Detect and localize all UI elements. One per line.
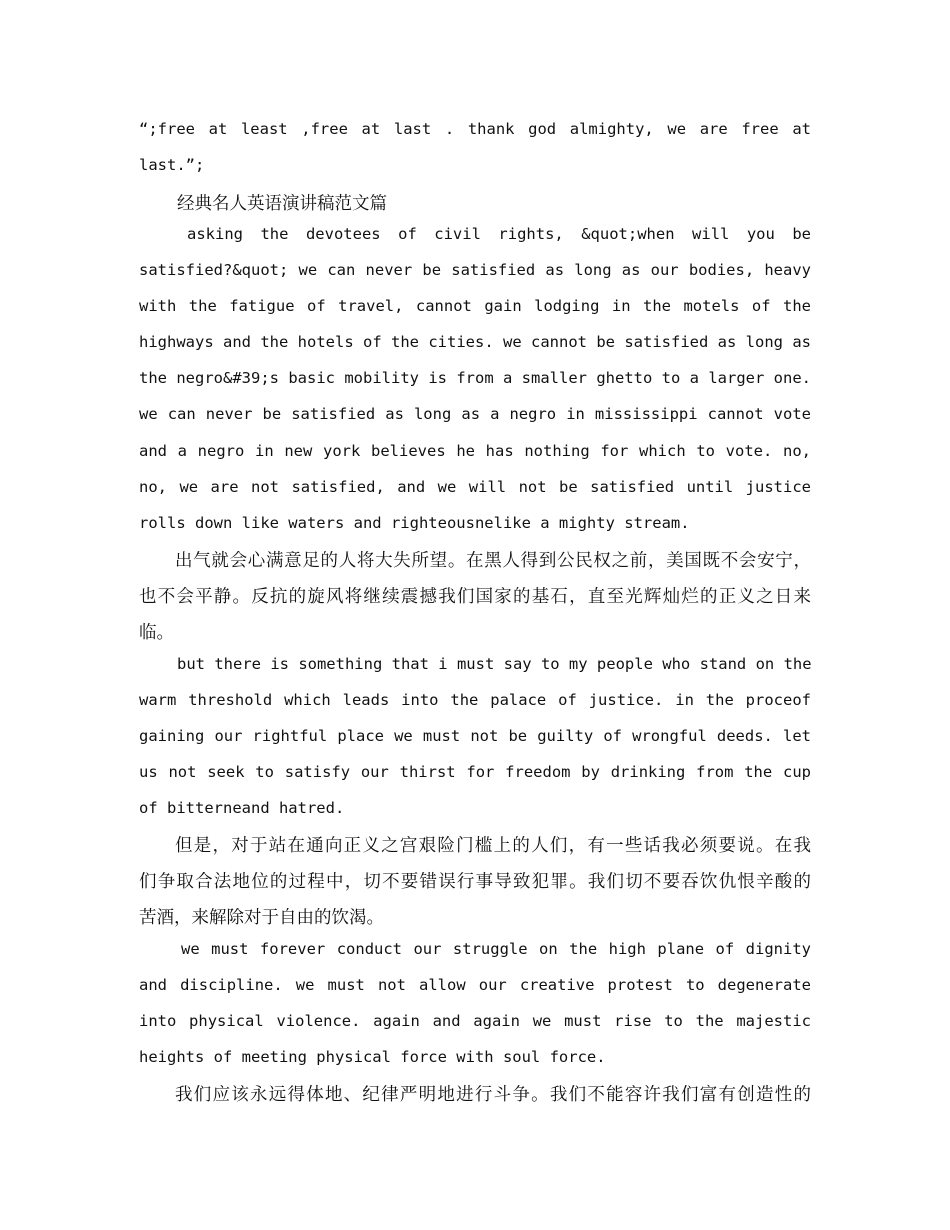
- text-line: we must forever conduct our struggle on the high plane of dignity: [181, 940, 811, 958]
- text-line: last.”;: [139, 156, 205, 174]
- text-line: with the fatigue of travel, cannot gain lodging in the motels of the: [139, 297, 811, 315]
- text-line: and discipline. we must not allow our creative protest to degenerate: [139, 976, 811, 994]
- text-line: the negro&#39;s basic mobility is from a smaller ghetto to a larger one.: [139, 369, 811, 387]
- text-line: 出气就会心满意足的人将大失所望。在黑人得到公民权之前，美国既不会安宁，: [175, 551, 811, 571]
- text-line: of bitterneand hatred.: [139, 799, 345, 817]
- section-heading: 经典名人英语演讲稿范文篇: [177, 194, 387, 214]
- text-line: no, we are not satisfied, and we will not be satisfied until justice: [139, 478, 811, 496]
- text-line: satisfied?&quot; we can never be satisfied as long as our bodies, heavy: [139, 261, 811, 279]
- text-line: 我们应该永远得体地、纪律严明地进行斗争。我们不能容许我们富有创造性的: [175, 1085, 811, 1105]
- text-line: rolls down like waters and righteousnelike a mighty stream.: [139, 514, 690, 532]
- text-line: us not seek to satisfy our thirst for freedom by drinking from the cup: [139, 763, 811, 781]
- text-line: into physical violence. again and again we must rise to the majestic: [139, 1012, 811, 1030]
- text-line: warm threshold which leads into the palace of justice. in the proceof: [139, 691, 811, 709]
- text-line: 们争取合法地位的过程中，切不要错误行事导致犯罪。我们切不要吞饮仇恨辛酸的: [139, 872, 811, 892]
- text-line: heights of meeting physical force with soul force.: [139, 1048, 606, 1066]
- text-line: 苦酒，来解除对于自由的饮渴。: [139, 908, 384, 928]
- text-line: and a negro in new york believes he has nothing for which to vote. no,: [139, 442, 811, 460]
- text-line: highways and the hotels of the cities. we cannot be satisfied as long as: [139, 333, 811, 351]
- text-line: asking the devotees of civil rights, &quot;when will you be: [187, 225, 811, 243]
- text-line: 临。: [139, 623, 174, 643]
- text-line: we can never be satisfied as long as a negro in mississippi cannot vote: [139, 405, 811, 423]
- text-line: 但是，对于站在通向正义之宫艰险门槛上的人们，有一些话我必须要说。在我: [175, 836, 811, 856]
- text-line: gaining our rightful place we must not be guilty of wrongful deeds. let: [139, 727, 811, 745]
- text-line: “;free at least ,free at last . thank god almighty, we are free at: [139, 120, 811, 138]
- text-line: 也不会平静。反抗的旋风将继续震撼我们国家的基石，直至光辉灿烂的正义之日来: [139, 587, 811, 607]
- text-line: but there is something that i must say to my people who stand on the: [177, 655, 812, 673]
